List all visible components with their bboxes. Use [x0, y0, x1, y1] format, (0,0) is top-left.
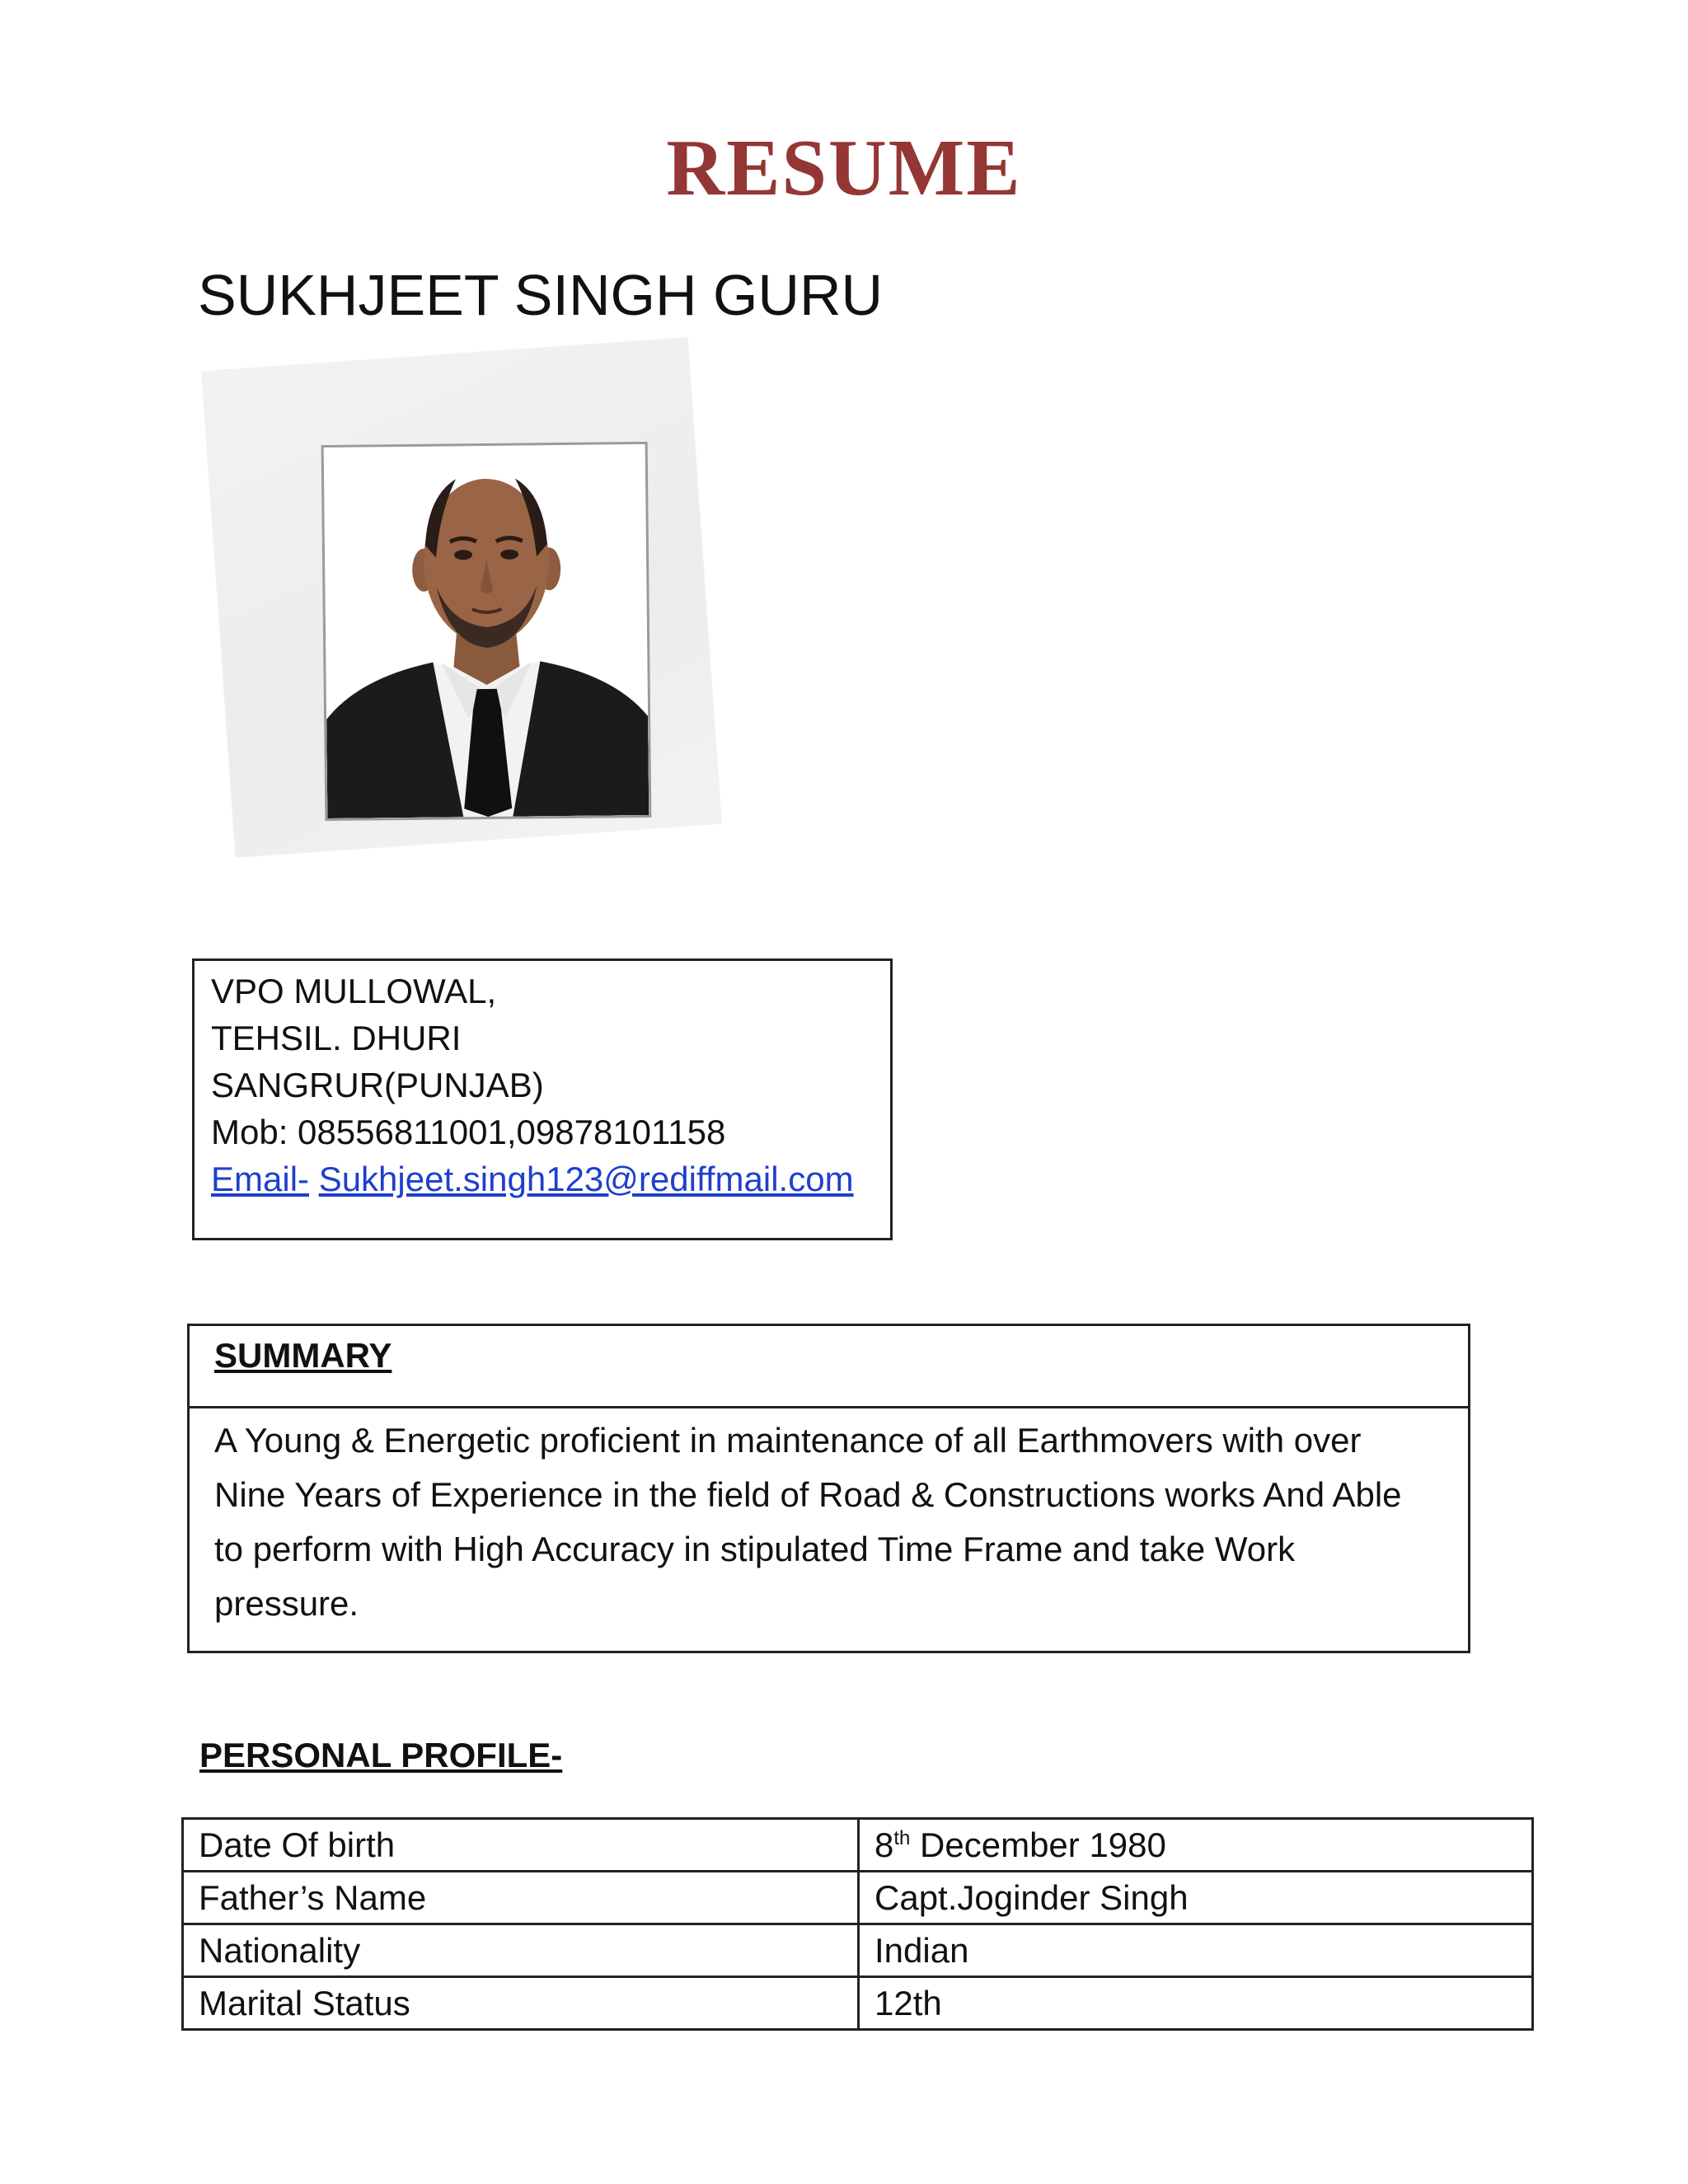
- summary-line: pressure.: [214, 1584, 359, 1623]
- dob-label: Date Of birth: [183, 1819, 859, 1872]
- candidate-name: SUKHJEET SINGH GURU: [198, 263, 884, 327]
- table-row: [183, 1819, 1533, 1872]
- dob-month-year: December 1980: [910, 1825, 1166, 1864]
- marital-status-label: Marital Status: [183, 1977, 859, 2030]
- nationality-label: Nationality: [183, 1924, 859, 1977]
- summary-body: [190, 1408, 1468, 1631]
- father-name-label: Father’s Name: [183, 1872, 859, 1924]
- marital-status-value: 12th: [859, 1977, 1533, 2030]
- email-label-link[interactable]: Email-: [211, 1160, 310, 1198]
- summary-line: to perform with High Accuracy in stipulated Time Frame and take Work: [214, 1530, 1296, 1568]
- portrait-icon: [324, 444, 649, 818]
- summary-line: Nine Years of Experience in the field of Road & Constructions works And Able: [214, 1475, 1402, 1514]
- table-row: [183, 1977, 1533, 2030]
- dob-day: 8: [874, 1825, 894, 1864]
- email-line: [211, 1155, 890, 1202]
- contact-box: [192, 958, 893, 1240]
- table-row: [183, 1872, 1533, 1924]
- summary-box: [187, 1324, 1470, 1653]
- address-line-3: SANGRUR(PUNJAB): [211, 1066, 544, 1104]
- dob-day-suffix: th: [893, 1826, 911, 1849]
- email-address-link[interactable]: Sukhjeet.singh123@rediffmail.com: [318, 1160, 854, 1198]
- address-line-1: VPO MULLOWAL,: [211, 972, 497, 1010]
- page-title: RESUME: [666, 124, 1022, 213]
- table-row: [183, 1924, 1533, 1977]
- personal-profile-table: [181, 1817, 1534, 2031]
- nationality-value: Indian: [859, 1924, 1533, 1977]
- portrait-photo: [321, 442, 652, 821]
- personal-profile-heading: PERSONAL PROFILE-: [199, 1736, 563, 1774]
- summary-heading: SUMMARY: [190, 1326, 1468, 1408]
- father-name-value: Capt.Joginder Singh: [859, 1872, 1533, 1924]
- summary-line: A Young & Energetic proficient in maintenance of all Earthmovers with over: [214, 1421, 1362, 1460]
- mobile-numbers: Mob: 08556811001,09878101158: [211, 1113, 726, 1151]
- dob-value: [859, 1819, 1533, 1872]
- address-line-2: TEHSIL. DHURI: [211, 1019, 462, 1057]
